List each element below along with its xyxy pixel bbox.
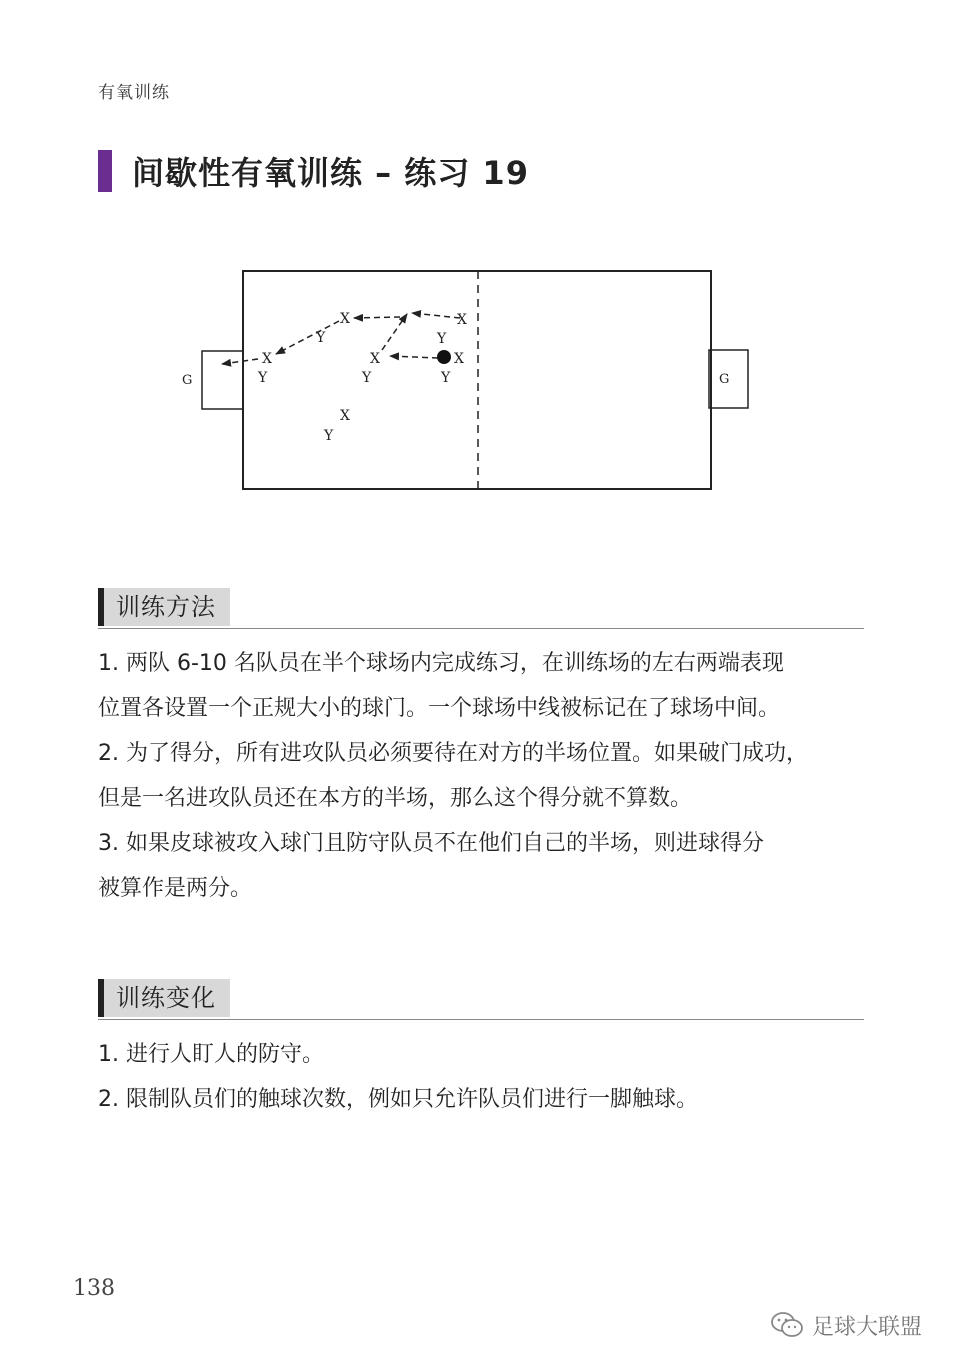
pitch-outline [243, 271, 711, 489]
player-x: X [454, 351, 464, 367]
player-y: Y [324, 428, 334, 444]
pass-arrow [354, 317, 400, 318]
title-accent-bar [98, 150, 112, 192]
player-y: Y [362, 370, 372, 386]
wechat-icon [770, 1310, 804, 1340]
page-title: 间歇性有氧训练 – 练习 19 [132, 154, 529, 192]
method-line: 被算作是两分。 [98, 876, 253, 901]
player-y: Y [316, 330, 326, 346]
method-line: 但是一名进攻队员还在本方的半场，那么这个得分就不算数。 [98, 786, 693, 811]
method-line: 位置各设置一个正规大小的球门。一个球场中线被标记在了球场中间。 [98, 696, 781, 721]
pass-arrow [222, 359, 258, 364]
right-goal-label: G [719, 372, 730, 387]
player-x: X [370, 351, 380, 367]
section-heading-variation [98, 977, 864, 1020]
pass-arrow [390, 356, 438, 358]
method-line: 3. 如果皮球被攻入球门且防守队员不在他们自己的半场，则进球得分 [98, 831, 764, 856]
watermark [770, 1308, 922, 1342]
drill-diagram [170, 262, 760, 502]
watermark-text: 足球大联盟 [812, 1314, 923, 1340]
ball [437, 350, 451, 364]
section-heading-method [98, 586, 864, 629]
player-x: X [340, 311, 350, 327]
player-y: Y [258, 370, 268, 386]
player-x: X [340, 408, 350, 424]
player-y: Y [441, 370, 451, 386]
player-x: X [457, 312, 467, 328]
pass-arrow [382, 314, 407, 350]
pass-arrow [412, 313, 460, 318]
section-heading-label: 训练方法 [104, 588, 230, 626]
player-x: X [262, 351, 272, 367]
running-header: 有氧训练 [98, 83, 170, 103]
method-line: 1. 两队 6-10 名队员在半个球场内完成练习，在训练场的左右两端表现 [98, 651, 784, 676]
variation-line: 2. 限制队员们的触球次数，例如只允许队员们进行一脚触球。 [98, 1087, 698, 1112]
player-y: Y [437, 331, 447, 347]
method-line: 2. 为了得分，所有进攻队员必须要待在对方的半场位置。如果破门成功， [98, 741, 808, 766]
left-goal [202, 351, 243, 409]
left-goal-label: G [182, 373, 193, 388]
page-number: 138 [73, 1276, 115, 1301]
variation-line: 1. 进行人盯人的防守。 [98, 1042, 324, 1067]
section-heading-label: 训练变化 [104, 979, 230, 1017]
pass-arrow [276, 321, 339, 354]
